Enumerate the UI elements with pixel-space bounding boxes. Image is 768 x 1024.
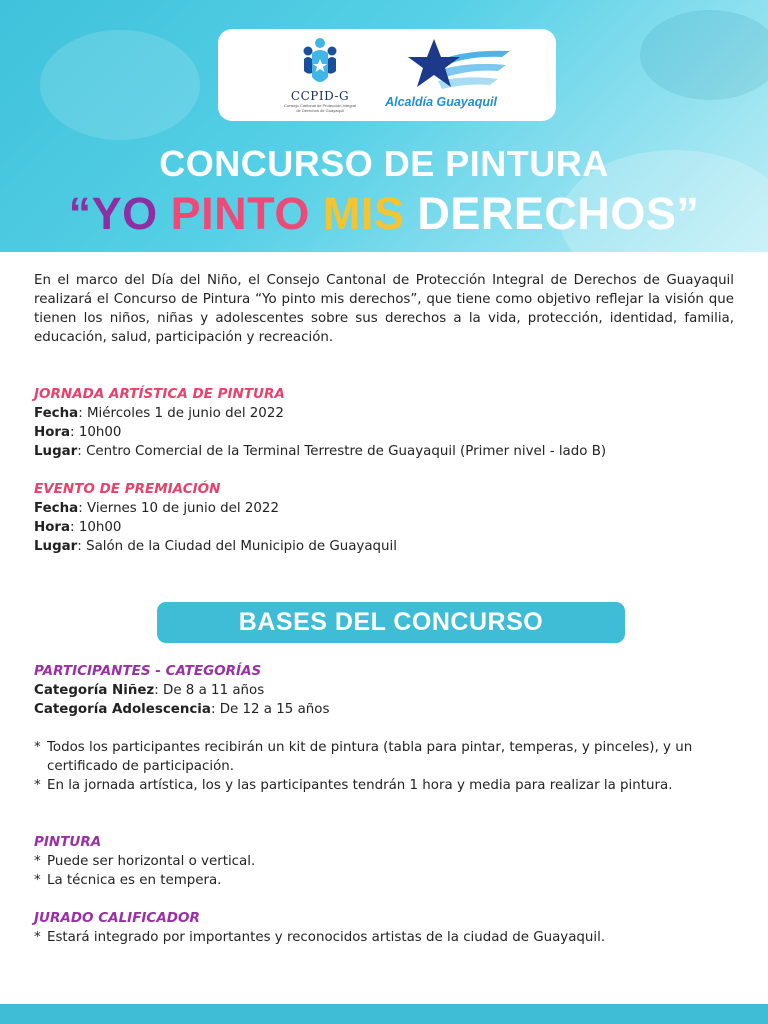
list-item xyxy=(34,928,734,947)
ccpid-logo-icon xyxy=(300,37,340,89)
list-item-text: En la jornada artística, los y las participantes tendrán 1 hora y media para realizar la pintura. xyxy=(47,778,673,793)
participantes-heading: PARTICIPANTES - CATEGORÍAS xyxy=(34,663,262,679)
lugar-value: : Salón de la Ciudad del Municipio de Guayaquil xyxy=(77,539,397,554)
lugar-label: Lugar xyxy=(34,539,78,554)
categoria-ninez xyxy=(34,681,264,700)
list-item-text: Todos los participantes recibirán un kit de pintura (tabla para pintar, temperas, y pinceles), y un certificado de participación. xyxy=(47,740,693,774)
jornada-hora xyxy=(34,423,121,442)
premiacion-heading: EVENTO DE PREMIACIÓN xyxy=(34,481,221,497)
premiacion-lugar xyxy=(34,537,397,556)
decorative-shape xyxy=(40,30,200,140)
subtitle-word-pinto: PINTO xyxy=(170,188,310,239)
bullet-mark: * xyxy=(34,854,41,869)
categoria-value: : De 8 a 11 años xyxy=(154,683,265,698)
subtitle-word-yo: “YO xyxy=(68,188,158,239)
subtitle-word-derechos: DERECHOS” xyxy=(417,188,700,239)
decorative-shape xyxy=(640,10,768,100)
premiacion-hora xyxy=(34,518,121,537)
page-title: CONCURSO DE PINTURA xyxy=(159,143,609,184)
categoria-label: Categoría Adolescencia xyxy=(34,702,211,717)
bullet-mark: * xyxy=(34,873,41,888)
fecha-label: Fecha xyxy=(34,501,79,516)
fecha-value: : Miércoles 1 de junio del 2022 xyxy=(78,406,284,421)
list-item-text: La técnica es en tempera. xyxy=(47,873,222,888)
hora-label: Hora xyxy=(34,520,71,535)
alcaldia-logo-text: Alcaldía Guayaquil xyxy=(385,95,497,109)
jurado-heading: JURADO CALIFICADOR xyxy=(34,910,200,926)
list-item-text: Puede ser horizontal o vertical. xyxy=(47,854,256,869)
categoria-label: Categoría Niñez xyxy=(34,683,155,698)
lugar-label: Lugar xyxy=(34,444,78,459)
jornada-lugar xyxy=(34,442,606,461)
ccpid-logo-text: CCPID-G xyxy=(290,89,350,103)
bullet-mark: * xyxy=(34,930,41,945)
premiacion-fecha xyxy=(34,499,279,518)
jornada-heading: JORNADA ARTÍSTICA DE PINTURA xyxy=(34,386,285,402)
list-item xyxy=(34,776,734,795)
hora-label: Hora xyxy=(34,425,71,440)
jornada-fecha xyxy=(34,404,284,423)
list-item xyxy=(34,738,734,776)
bases-banner: BASES DEL CONCURSO xyxy=(157,602,625,643)
pintura-heading: PINTURA xyxy=(34,834,102,850)
logos-card xyxy=(218,29,556,121)
hora-value: : 10h00 xyxy=(70,520,122,535)
lugar-value: : Centro Comercial de la Terminal Terrestre de Guayaquil (Primer nivel - lado B) xyxy=(77,444,607,459)
list-item-text: Estará integrado por importantes y reconocidos artistas de la ciudad de Guayaquil. xyxy=(47,930,606,945)
list-item xyxy=(34,852,734,871)
hora-value: : 10h00 xyxy=(70,425,122,440)
footer-bar xyxy=(0,1004,768,1024)
subtitle-word-mis: MIS xyxy=(322,188,405,239)
categoria-value: : De 12 a 15 años xyxy=(210,702,330,717)
page-subtitle xyxy=(0,188,768,240)
fecha-value: : Viernes 10 de junio del 2022 xyxy=(78,501,279,516)
bullet-mark: * xyxy=(34,740,41,755)
fecha-label: Fecha xyxy=(34,406,79,421)
hero-banner xyxy=(0,0,768,252)
list-item xyxy=(34,871,734,890)
intro-paragraph: En el marco del Día del Niño, el Consejo Cantonal de Protección Integral de Derechos de Guayaquil realizará el Concurso de Pintura “Yo pinto mis derechos”, que tiene como objetivo reflejar la visión que tienen los niños, niñas y adolescentes sobre sus derechos a la vida, protección, identidad, familia, educación, salud, participación y recreación. xyxy=(34,273,734,345)
bullet-mark: * xyxy=(34,778,41,793)
ccpid-logo-subtext: Consejo Cantonal de Protección Integral de Derechos de Guayaquil xyxy=(284,103,356,113)
alcaldia-star-icon xyxy=(402,35,512,95)
categoria-adolescencia xyxy=(34,700,329,719)
